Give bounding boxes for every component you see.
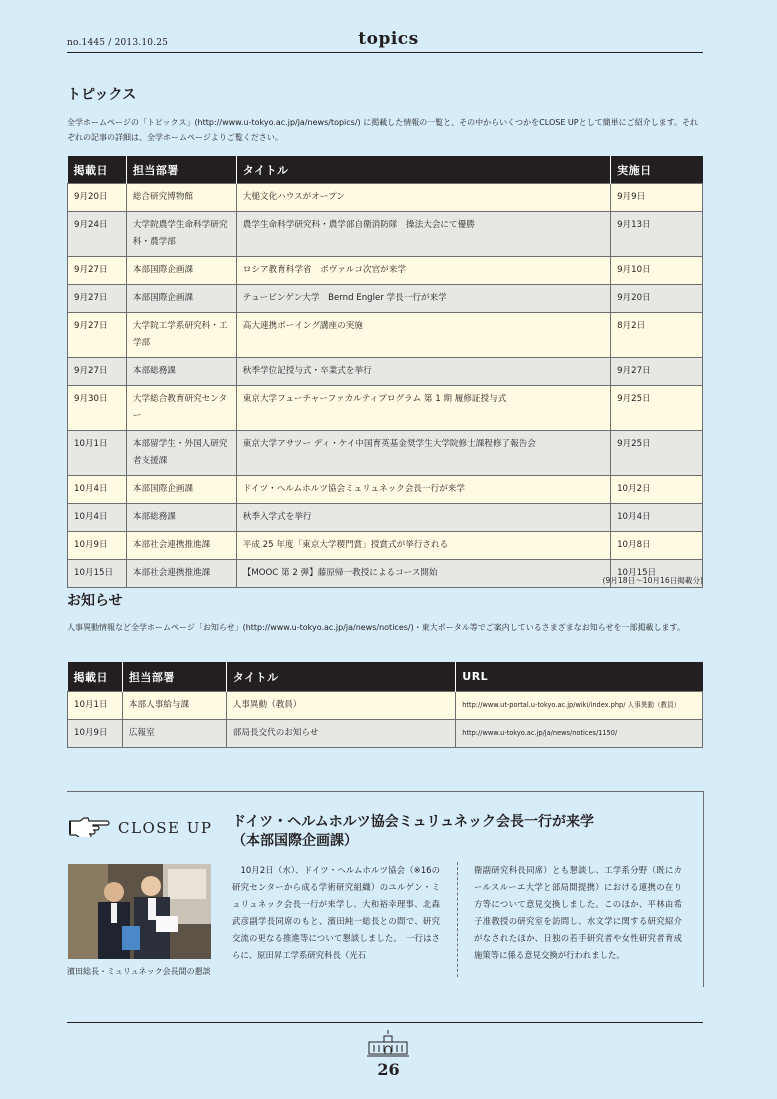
cell-held: 9月13日: [611, 212, 703, 257]
cell-dept: 本部総務課: [126, 504, 236, 532]
cell-dept: 大学総合教育研究センター: [126, 386, 236, 431]
topics-header-row: [68, 156, 703, 184]
cell-dept: 本部社会連携推進課: [126, 532, 236, 560]
col-dept-header: 担当部署: [126, 156, 236, 184]
cell-url[interactable]: http://www.ut-portal.u-tokyo.ac.jp/wiki/index.php/ 人事異動（教員）: [456, 692, 703, 720]
col-url-header: URL: [456, 662, 703, 692]
footer-rule: [67, 1022, 703, 1023]
cell-dept: 本部国際企画課: [126, 285, 236, 313]
cell-dept: 本部留学生・外国人研究者支援課: [126, 431, 236, 476]
cell-date: 10月1日: [68, 692, 123, 720]
cell-date: 9月20日: [68, 184, 127, 212]
cell-dept: 大学院工学系研究科・工学部: [126, 313, 236, 358]
cell-date: 10月4日: [68, 476, 127, 504]
closeup-headline: ドイツ・ヘルムホルツ協会ミュリュネック会長一行が来学 （本部国際企画課）: [232, 814, 595, 849]
header-rule: [67, 52, 703, 53]
col-date-header: 掲載日: [68, 156, 127, 184]
cell-title: 東京大学アサツー ディ・ケイ中国育英基金奨学生大学院修士課程修了報告会: [236, 431, 610, 476]
cell-held: 10月15日: [611, 560, 703, 588]
page-number: 26: [377, 1060, 400, 1079]
cell-date: 10月1日: [68, 431, 127, 476]
closeup-title: CLOSE UP: [118, 819, 213, 837]
table-row: [68, 358, 703, 386]
cell-dept: 広報室: [122, 720, 226, 748]
cell-title: 農学生命科学研究科・農学部自衛消防隊 操法大会にて優勝: [236, 212, 610, 257]
cell-date: 9月24日: [68, 212, 127, 257]
page-section-title: topics: [358, 29, 419, 49]
closeup-label: [68, 815, 212, 841]
col-title-header: タイトル: [226, 662, 456, 692]
cell-date: 10月9日: [68, 532, 127, 560]
cell-title: 秋季入学式を挙行: [236, 504, 610, 532]
cell-title: 秋季学位記授与式・卒業式を挙行: [236, 358, 610, 386]
cell-held: 10月4日: [611, 504, 703, 532]
cell-held: 9月25日: [611, 431, 703, 476]
cell-title: 東京大学フューチャーファカルティプログラム 第 1 期 履修証授与式: [236, 386, 610, 431]
topics-heading: トピックス: [67, 87, 137, 103]
cell-date: 9月27日: [68, 358, 127, 386]
cell-title: 人事異動（教員）: [226, 692, 456, 720]
cell-held: 9月9日: [611, 184, 703, 212]
cell-held: 8月2日: [611, 313, 703, 358]
table-row: [68, 313, 703, 358]
cell-dept: 本部社会連携推進課: [126, 560, 236, 588]
pointing-hand-icon: [68, 815, 112, 841]
col-title-header: タイトル: [236, 156, 610, 184]
cell-title: 【MOOC 第 2 弾】藤原帰一教授によるコース開始: [236, 560, 610, 588]
cell-title: ロシア教育科学省 ボヴァルコ次官が来学: [236, 257, 610, 285]
col-date-header: 掲載日: [68, 662, 123, 692]
cell-title: 部局長交代のお知らせ: [226, 720, 456, 748]
table-row: [68, 504, 703, 532]
issue-meta: no.1445 / 2013.10.25: [67, 38, 169, 48]
notices-heading: お知らせ: [67, 593, 123, 609]
table-row: [68, 692, 703, 720]
col-dept-header: 担当部署: [122, 662, 226, 692]
photo-caption: 濱田総長・ミュリュネック会長間の懇談: [67, 967, 211, 976]
cell-title: ドイツ・ヘルムホルツ協会ミュリュネック会長一行が来学: [236, 476, 610, 504]
cell-dept: 本部総務課: [126, 358, 236, 386]
cell-held: 10月8日: [611, 532, 703, 560]
topics-table: [67, 156, 703, 588]
cell-dept: 本部国際企画課: [126, 257, 236, 285]
notices-intro: 人事異動情報など全学ホームページ「お知らせ」(http://www.u-tokyo.ac.jp/ja/news/notices/)・東大ポータル等でご案内しているさまざまなお知らせを一部掲載します。: [67, 623, 685, 632]
table-row: [68, 184, 703, 212]
col-held-header: 実施日: [611, 156, 703, 184]
topics-intro: 全学ホームページの「トピックス」(http://www.u-tokyo.ac.jp/ja/news/topics/) に掲載した情報の一覧と、その中からいくつかをCLOSE UPとして簡単にご紹介します。それぞれの記事の詳細は、全学ホームページよりご覧ください。: [67, 118, 698, 142]
cell-title: 高大連携ボーイング講座の実施: [236, 313, 610, 358]
table-row: [68, 720, 703, 748]
cell-held: 9月27日: [611, 358, 703, 386]
table-row: [68, 212, 703, 257]
campus-building-icon: [365, 1028, 411, 1062]
column-divider: [457, 862, 458, 977]
cell-date: 9月27日: [68, 313, 127, 358]
cell-held: 10月2日: [611, 476, 703, 504]
cell-date: 9月27日: [68, 257, 127, 285]
table-row: [68, 257, 703, 285]
cell-title: 平成 25 年度「東京大学稷門賞」授賞式が挙行される: [236, 532, 610, 560]
closeup-body-right: 衛副研究科長同席）とも懇談し、工学系分野（既にカールスルーエ大学と部局間提携）における連携の在り方等について意見交換しました。このほか、平林由希子准教授の研究室を訪問し、水文学に関する研究紹介がなされたほか、日独の若手研究者や女性研究者育成施策等に係る意見交換が行われました。: [474, 865, 682, 960]
cell-title: 大槌文化ハウスがオープン: [236, 184, 610, 212]
topics-period-note: (9月18日〜10月16日掲載分): [602, 576, 703, 585]
cell-dept: 総合研究博物館: [126, 184, 236, 212]
cell-held: 9月25日: [611, 386, 703, 431]
notices-table: [67, 662, 703, 748]
cell-date: 10月4日: [68, 504, 127, 532]
cell-date: 10月15日: [68, 560, 127, 588]
cell-url[interactable]: http://www.u-tokyo.ac.jp/ja/news/notices/1150/: [456, 720, 703, 748]
cell-dept: 大学院農学生命科学研究科・農学部: [126, 212, 236, 257]
table-row: [68, 476, 703, 504]
cell-held: 9月10日: [611, 257, 703, 285]
cell-date: 9月30日: [68, 386, 127, 431]
cell-date: 10月9日: [68, 720, 123, 748]
table-row: [68, 431, 703, 476]
table-row: [68, 532, 703, 560]
cell-dept: 本部人事給与課: [122, 692, 226, 720]
table-row: [68, 285, 703, 313]
meeting-photo: [68, 864, 211, 959]
cell-held: 9月20日: [611, 285, 703, 313]
cell-dept: 本部国際企画課: [126, 476, 236, 504]
cell-date: 9月27日: [68, 285, 127, 313]
notices-header-row: [68, 662, 703, 692]
cell-title: テュービンゲン大学 Bernd Engler 学長一行が来学: [236, 285, 610, 313]
table-row: [68, 386, 703, 431]
closeup-body-left: 10月2日（水）、ドイツ・ヘルムホルツ協会（※16の研究センターから成る学術研究組織）のユルゲン・ミュリュネック会長一行が来学し、大和裕幸理事、北森武彦副学長同席のもと、濱田純一総長との間で、研究交流の更なる推進等について懇談しました。 一行はさらに、原田昇工学系研究科長（光石: [232, 865, 440, 960]
